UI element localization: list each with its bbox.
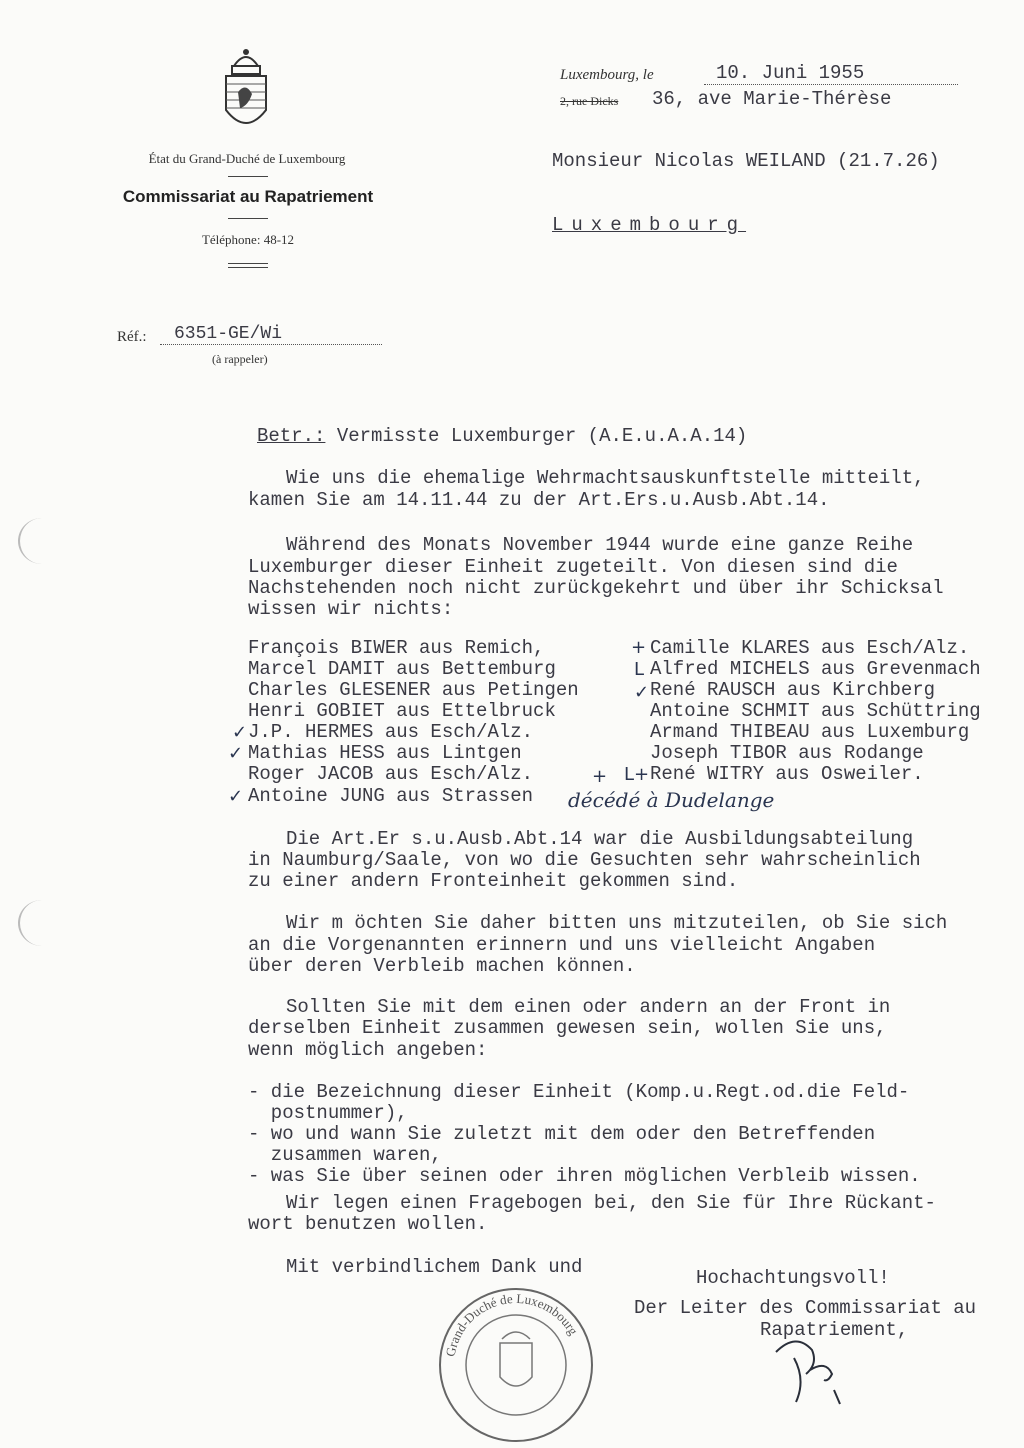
plus-mark-icon: + [592,766,608,787]
subject [257,425,747,447]
date: 10. Juni 1955 [704,62,958,85]
signatory-line-1: Der Leiter des Commissariat au [634,1297,977,1319]
p3-line-2: in Naumburg/Saale, von wo die Gesuchten sehr wahrscheinlich [248,849,921,871]
list-item: François BIWER aus Remich, [248,637,545,659]
checkmark-icon: L [634,659,645,680]
p6-line-1: Wir legen einen Fragebogen bei, den Sie für Ihre Rückant- [286,1192,936,1214]
punch-hole [18,900,66,946]
seal-text: Grand-Duché de Luxembourg [442,1290,582,1358]
place-label: Luxembourg, le [560,67,654,83]
recipient-name: Monsieur Nicolas WEILAND (21.7.26) [552,150,940,172]
official-seal [426,1275,606,1443]
p1-line-2: kamen Sie am 14.11.44 zu der Art.Ers.u.Ausb.Abt.14. [248,489,830,511]
closing-thanks: Mit verbindlichem Dank und [286,1256,583,1278]
list-item: Armand THIBEAU aus Luxemburg [650,721,970,743]
list-item: Marcel DAMIT aus Bettemburg [248,658,556,680]
bullet-line: zusammen waren, [248,1144,442,1166]
signatory-line-2: Rapatriement, [760,1319,909,1341]
list-item: Henri GOBIET aus Ettelbruck [248,700,556,722]
list-item: Antoine SCHMIT aus Schüttring [650,700,981,722]
svg-text:Grand-Duché de Luxembourg [443,1291,582,1358]
ref-value: 6351-GE/Wi [160,324,382,345]
old-address: 2, rue Dicks [560,94,619,108]
p2-line-4: wissen wir nichts: [248,598,454,620]
p4-line-2: an die Vorgenannten erinnern und uns vielleicht Angaben [248,934,876,956]
list-item: Joseph TIBOR aus Rodange [650,742,924,764]
recipient-city: Luxembourg [552,214,747,236]
ref-label: Réf.: [117,329,147,345]
punch-hole [18,518,66,564]
list-item: René WITRY aus Osweiler. [650,763,924,785]
list-item: Alfred MICHELS aus Grevenmach [650,658,981,680]
p3-line-1: Die Art.Er s.u.Ausb.Abt.14 war die Ausbildungsabteilung [286,828,914,850]
list-item: Mathias HESS aus Lintgen [248,742,522,764]
list-item: Antoine JUNG aus Strassen [248,785,534,807]
subject-label: Betr.: [257,425,326,447]
checkmark-icon: ✓ [232,722,248,743]
ref-note: (à rappeler) [212,352,268,366]
checkmark-icon: L+ [624,764,650,785]
checkmark-icon: ✓ [634,682,650,703]
coat-of-arms-icon [220,44,272,144]
p4-line-3: über deren Verbleib machen können. [248,955,636,977]
p6-line-2: wort benutzen wollen. [248,1213,488,1235]
list-item: J.P. HERMES aus Esch/Alz. [248,721,534,743]
p5-line-3: wenn möglich angeben: [248,1039,488,1061]
deceased-note: décédé à Dudelange [568,788,775,812]
p1-line-1: Wie uns die ehemalige Wehrmachtsauskunftstelle mitteilt, [286,467,925,489]
checkmark-icon: ✓ [228,786,244,807]
list-item: Camille KLARES aus Esch/Alz. [650,637,970,659]
list-item: René RAUSCH aus Kirchberg [650,679,936,701]
p2-line-2: Luxemburger dieser Einheit zugeteilt. Von diesen sind die [248,556,898,578]
bullet-line: postnummer), [248,1102,408,1124]
p3-line-3: zu einer andern Fronteinheit gekommen sind. [248,870,739,892]
p5-line-1: Sollten Sie mit dem einen oder andern an der Front in [286,996,891,1018]
bullet-line: - wo und wann Sie zuletzt mit dem oder den Betreffenden [248,1123,876,1145]
office-name: Commissariat au Rapatriement [122,187,374,206]
bullet-line: - was Sie über seinen oder ihren möglichen Verbleib wissen. [248,1165,921,1187]
closing-regards: Hochachtungsvoll! [696,1267,890,1289]
state-name: État du Grand-Duché de Luxembourg [148,151,346,166]
list-item: Roger JACOB aus Esch/Alz. [248,763,534,785]
signature [766,1330,846,1410]
telephone: Téléphone: 48-12 [201,232,295,247]
checkmark-icon: ✓ [228,743,244,764]
list-item: Charles GLESENER aus Petingen [248,679,579,701]
p5-line-2: derselben Einheit zusammen gewesen sein, wollen Sie uns, [248,1017,887,1039]
new-address: 36, ave Marie-Thérèse [652,88,892,110]
subject-text: Vermisste Luxemburger (A.E.u.A.A.14) [336,425,748,447]
p4-line-1: Wir m öchten Sie daher bitten uns mitzuteilen, ob Sie sich [286,912,948,934]
p2-line-1: Während des Monats November 1944 wurde eine ganze Reihe [286,534,914,556]
bullet-line: - die Bezeichnung dieser Einheit (Komp.u.Regt.od.die Feld- [248,1081,910,1103]
p2-line-3: Nachstehenden noch nicht zurückgekehrt und über ihr Schicksal [248,577,944,599]
plus-mark-icon: + [631,637,647,658]
